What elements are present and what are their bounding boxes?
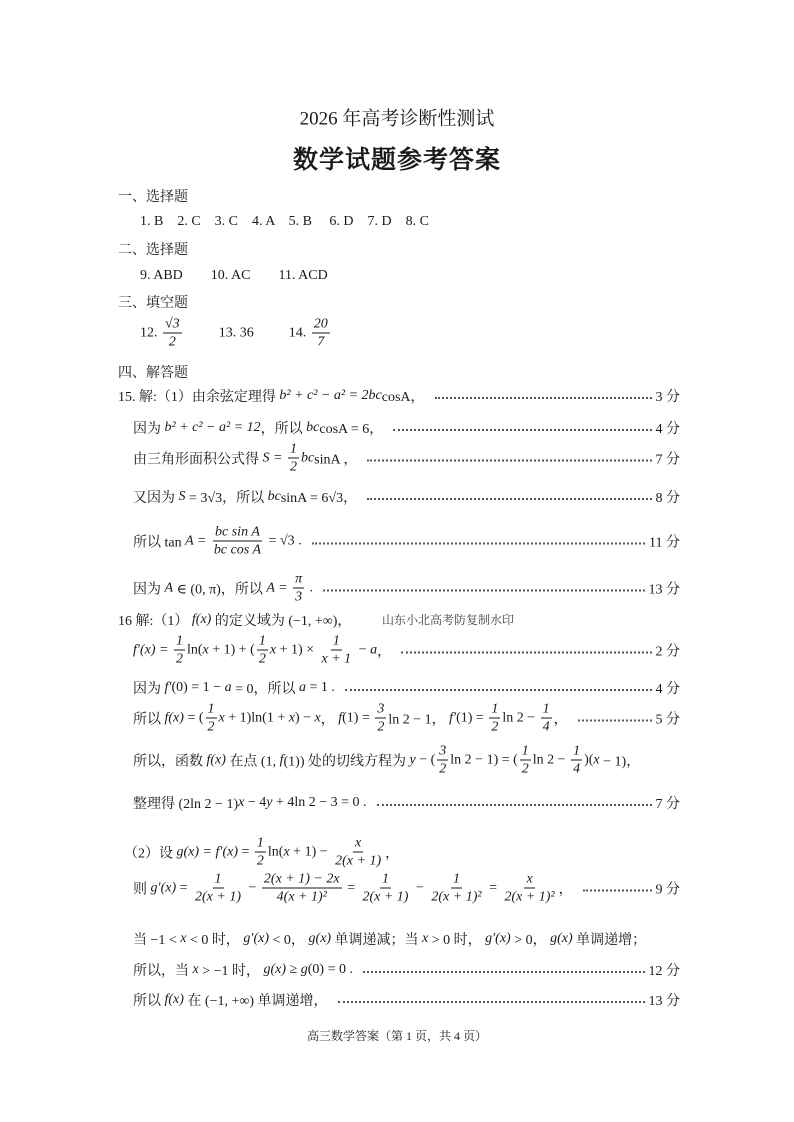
text: 所以	[133, 994, 165, 1009]
solution-step	[118, 610, 351, 630]
text: 二、选择题	[118, 243, 188, 258]
document-subtitle: 数学试题参考答案	[292, 147, 501, 174]
numerator: 2(x + 1) − 2x	[263, 871, 340, 887]
score-label: 2 分	[655, 644, 680, 659]
section-heading	[118, 362, 188, 382]
step-content	[124, 835, 399, 870]
step-content	[133, 743, 640, 778]
answer-list	[140, 268, 328, 284]
text: > −1 时，	[198, 964, 264, 979]
fraction	[257, 633, 268, 668]
fraction	[212, 524, 263, 559]
section-heading	[118, 292, 188, 312]
math-expression: f(x)	[191, 612, 212, 627]
score-label: 3 分	[655, 390, 680, 405]
math-expression: f(x)	[164, 992, 184, 1007]
text: < 0 时，	[186, 933, 244, 948]
solution-step	[124, 835, 399, 870]
section-heading	[118, 186, 188, 206]
fraction	[262, 871, 342, 906]
text: = 3√3，所以	[185, 491, 268, 506]
step-content	[140, 316, 332, 351]
math-expression: g′(x)	[485, 931, 511, 946]
numerator: 1	[214, 871, 222, 887]
text: 所以，函数	[133, 754, 207, 769]
fraction	[320, 633, 354, 668]
denominator: 2	[256, 853, 264, 869]
fraction	[333, 835, 383, 870]
page-footer: 高三数学答案（第 1 页，共 4 页）	[306, 1029, 487, 1043]
math-expression: A =	[185, 533, 210, 548]
text: ln 2 −	[532, 752, 570, 767]
text: 由三角形面积公式得	[133, 452, 263, 467]
math-expression: a	[370, 642, 378, 657]
step-content	[133, 441, 357, 476]
step-content	[118, 239, 188, 259]
text: + 1)ln(1 +	[224, 710, 289, 725]
math-expression: x	[202, 642, 209, 657]
math-expression: a	[224, 680, 232, 695]
leader-dots	[323, 589, 644, 591]
fraction	[502, 871, 556, 906]
denominator: 2	[377, 719, 385, 735]
text: 所以，当	[133, 964, 193, 979]
text: ，	[385, 846, 400, 861]
text: −	[355, 642, 371, 657]
text: ，所以	[260, 422, 307, 437]
leader-dots	[435, 397, 652, 399]
denominator: x + 1	[321, 651, 352, 667]
denominator: 2	[521, 761, 529, 777]
solution-step	[133, 678, 680, 698]
denominator: 2	[289, 459, 297, 475]
text: =	[343, 880, 359, 895]
step-content	[133, 487, 357, 507]
text: ln 2 − 1) = (	[450, 752, 518, 767]
score-label: 13 分	[648, 582, 680, 597]
numerator: 20	[313, 316, 328, 332]
text: ln(	[186, 642, 203, 657]
text: − 4	[244, 795, 267, 810]
fraction	[193, 871, 243, 906]
text: =	[237, 844, 253, 859]
step-content	[133, 960, 353, 980]
text: 单调递增；	[572, 933, 647, 948]
math-expression: S =	[262, 450, 286, 465]
denominator: 2(x + 1)	[195, 889, 242, 905]
denominator: 2(x + 1)	[362, 889, 409, 905]
denominator: 2(x + 1)²	[504, 889, 555, 905]
text: = √3 .	[265, 533, 302, 548]
leader-dots	[312, 542, 645, 544]
text: 的定义域为 (−1, +∞)，	[211, 614, 352, 629]
score-label: 8 分	[655, 491, 680, 506]
score-label: 9 分	[655, 882, 680, 897]
text: ln 2 − 1，	[388, 712, 450, 727]
score-label: 4 分	[655, 422, 680, 437]
text: − 1)，	[599, 754, 641, 769]
math-expression: x	[269, 642, 277, 657]
math-expression: f′(x) =	[133, 642, 172, 657]
math-expression: b² + c² − a² = 12	[164, 420, 261, 435]
text: 所以 tan	[133, 535, 186, 550]
solution-step	[133, 929, 646, 949]
solution-step	[118, 386, 680, 406]
text: 当 −1 <	[133, 933, 181, 948]
denominator: 7	[317, 334, 325, 350]
text: )(	[584, 752, 594, 767]
text: 13. 36 14.	[183, 325, 310, 340]
denominator: 2(x + 1)²	[431, 889, 482, 905]
numerator: 1	[289, 441, 297, 457]
fraction	[163, 316, 182, 351]
numerator: 1	[452, 871, 460, 887]
text: 9. ABD 10. AC 11. ACD	[140, 268, 328, 283]
step-content	[140, 214, 429, 230]
denominator: 2(x + 1)	[335, 853, 382, 869]
text: ln 2 −	[502, 710, 539, 725]
math-expression: g′(x)	[243, 931, 270, 946]
text: ，	[558, 882, 573, 897]
text: sinA = 6√3，	[280, 491, 358, 506]
step-content	[118, 386, 425, 406]
math-expression: f(x)	[164, 710, 184, 725]
fraction	[541, 701, 552, 736]
math-expression: bc	[306, 420, 320, 435]
numerator: 1	[207, 701, 215, 717]
denominator: 2	[175, 651, 183, 667]
text: .	[306, 580, 314, 595]
text: (1) =	[342, 710, 374, 725]
text: 又因为	[133, 491, 179, 506]
math-expression: f′	[449, 710, 457, 725]
numerator: 1	[332, 633, 340, 649]
text: （2）设	[124, 846, 177, 861]
text: + 1) + (	[208, 642, 255, 657]
text: ) −	[294, 710, 315, 725]
section-heading	[118, 239, 188, 259]
denominator: 4(x + 1)²	[276, 889, 327, 905]
denominator: bc cos A	[213, 542, 262, 558]
text: = 1 .	[305, 680, 335, 695]
step-content	[118, 610, 351, 630]
text: 因为	[133, 422, 165, 437]
math-expression: x	[218, 710, 225, 725]
answer-list	[140, 316, 332, 351]
math-expression: y	[409, 752, 416, 767]
step-content	[133, 990, 328, 1010]
text: 四、解答题	[118, 366, 188, 381]
text: ∈ (0, π)，所以	[173, 582, 267, 597]
text: + 1) −	[289, 844, 332, 859]
fraction	[489, 701, 500, 736]
step-content	[133, 524, 302, 559]
step-content	[140, 268, 328, 284]
numerator: 3	[377, 701, 385, 717]
text: > 0，	[510, 933, 551, 948]
score-label: 7 分	[655, 797, 680, 812]
text: cosA，	[381, 390, 425, 405]
fraction	[255, 835, 266, 870]
numerator: 1	[258, 633, 266, 649]
math-expression: g(x)	[550, 931, 573, 946]
solution-step	[133, 524, 680, 559]
math-expression: g(x)	[308, 931, 331, 946]
numerator: 1	[175, 633, 183, 649]
answer-list	[140, 214, 429, 230]
numerator: 1	[521, 743, 529, 759]
math-expression: A	[164, 580, 174, 595]
text: −	[412, 880, 428, 895]
text: + 4ln 2 − 3 = 0 .	[272, 795, 367, 810]
solution-step	[133, 960, 680, 980]
text: = (	[183, 710, 204, 725]
denominator: 2	[168, 334, 176, 350]
math-expression: S	[178, 489, 186, 504]
step-content	[118, 186, 188, 206]
fraction	[375, 701, 386, 736]
text: (0) = 1 −	[171, 680, 225, 695]
numerator: 1	[573, 743, 581, 759]
text: 1. B 2. C 3. C 4. A 5. B 6. D 7. D 8. C	[140, 214, 429, 229]
text: 一、选择题	[118, 190, 188, 205]
step-content	[133, 571, 313, 606]
text: < 0，	[269, 933, 309, 948]
leader-dots	[377, 804, 652, 806]
numerator: 1	[542, 701, 550, 717]
leader-dots	[363, 971, 645, 973]
math-expression: g(x) ≥ g	[263, 962, 308, 977]
numerator: 1	[381, 871, 389, 887]
text: 因为	[133, 682, 165, 697]
math-expression: f′	[164, 680, 172, 695]
fraction	[174, 633, 185, 668]
numerator: 1	[256, 835, 264, 851]
fraction	[293, 571, 304, 606]
score-label: 7 分	[655, 452, 680, 467]
denominator: 2	[439, 761, 447, 777]
math-expression: x	[238, 795, 245, 810]
math-expression: x	[192, 962, 199, 977]
text: sinA ，	[314, 452, 358, 467]
step-content	[133, 929, 646, 949]
text: 单调递减；当	[330, 933, 422, 948]
step-content	[133, 871, 573, 906]
solution-step	[133, 793, 680, 813]
math-expression: bc	[267, 489, 281, 504]
leader-dots	[583, 889, 652, 891]
math-expression: f	[338, 710, 343, 725]
fraction	[571, 743, 582, 778]
solution-step	[133, 633, 680, 668]
fraction	[360, 871, 410, 906]
score-label: 4 分	[655, 682, 680, 697]
text: −	[245, 880, 260, 895]
score-label: 12 分	[648, 964, 680, 979]
denominator: 2	[491, 719, 499, 735]
math-expression: g′(x)	[150, 880, 177, 895]
text: 所以	[133, 712, 165, 727]
numerator: 1	[491, 701, 499, 717]
text: (1)) 处的切线方程为	[283, 754, 410, 769]
text: =	[176, 880, 192, 895]
text: ，	[553, 712, 568, 727]
math-expression: b² + c² − a² = 2bc	[279, 388, 382, 403]
solution-step	[133, 418, 680, 438]
text: ，	[377, 644, 392, 659]
math-expression: x	[314, 710, 321, 725]
step-content	[133, 678, 335, 698]
score-label: 13 分	[648, 994, 680, 1009]
math-expression: x	[593, 752, 600, 767]
math-expression: g(x) = f′(x)	[176, 844, 238, 859]
watermark-text: 山东小北高考防复制水印	[382, 613, 515, 627]
math-expression: bc	[300, 450, 315, 465]
numerator: x	[526, 871, 533, 887]
text: 16 解:（1）	[118, 614, 192, 629]
text: > 0 时，	[428, 933, 486, 948]
math-expression: f(x)	[206, 752, 226, 767]
step-content	[133, 701, 568, 736]
text: = 0，所以	[231, 682, 299, 697]
solution-step	[133, 871, 680, 906]
leader-dots	[578, 719, 652, 721]
text: ln(	[267, 844, 284, 859]
leader-dots	[393, 429, 651, 431]
text: 在点 (1,	[225, 754, 280, 769]
solution-step	[133, 743, 640, 778]
step-content	[133, 418, 383, 438]
numerator: √3	[165, 316, 180, 332]
fraction	[520, 743, 531, 778]
leader-dots	[367, 459, 651, 461]
denominator: 4	[542, 719, 550, 735]
text: (0) = 0 .	[307, 962, 353, 977]
solution-step	[133, 487, 680, 507]
text: 在 (−1, +∞) 单调递增，	[183, 994, 328, 1009]
text: ，	[320, 712, 339, 727]
numerator: 3	[439, 743, 447, 759]
solution-step	[133, 441, 680, 476]
step-content	[133, 633, 391, 668]
solution-step	[133, 571, 680, 606]
math-expression: f	[279, 752, 284, 767]
document-title: 2026 年高考诊断性测试	[299, 108, 495, 130]
fraction	[429, 871, 483, 906]
numerator: bc sin A	[215, 524, 260, 540]
score-label: 5 分	[655, 712, 680, 727]
text: cosA = 6，	[319, 422, 384, 437]
text: =	[485, 880, 501, 895]
numerator: π	[295, 571, 303, 587]
math-expression: x	[421, 931, 429, 946]
math-expression: x	[180, 931, 187, 946]
denominator: 3	[295, 589, 303, 605]
text: − (	[415, 752, 436, 767]
math-expression: y	[266, 795, 273, 810]
step-content	[133, 793, 367, 813]
fraction	[437, 743, 448, 778]
fraction	[312, 316, 330, 351]
solution-step	[133, 701, 680, 736]
math-expression: x	[288, 710, 295, 725]
score-label: 11 分	[649, 535, 680, 550]
leader-dots	[338, 1001, 645, 1003]
text: (1) =	[456, 710, 488, 725]
math-expression: A =	[266, 580, 292, 595]
step-content	[118, 362, 188, 382]
numerator: x	[355, 835, 362, 851]
text: 因为	[133, 582, 165, 597]
text: 则	[133, 882, 151, 897]
math-expression: x	[283, 844, 290, 859]
step-content	[118, 292, 188, 312]
text: 整理得 (2ln 2 − 1)	[133, 797, 239, 812]
leader-dots	[367, 498, 651, 500]
leader-dots	[345, 689, 652, 691]
denominator: 2	[207, 719, 215, 735]
text: 15. 解:（1）由余弦定理得	[118, 390, 280, 405]
fraction	[206, 701, 217, 736]
solution-step	[133, 990, 680, 1010]
text: 三、填空题	[118, 296, 188, 311]
denominator: 4	[573, 761, 581, 777]
text: 12.	[140, 325, 161, 340]
math-expression: a	[298, 680, 306, 695]
fraction	[288, 441, 299, 476]
text: + 1) ×	[276, 642, 318, 657]
denominator: 2	[258, 651, 266, 667]
leader-dots	[401, 651, 651, 653]
